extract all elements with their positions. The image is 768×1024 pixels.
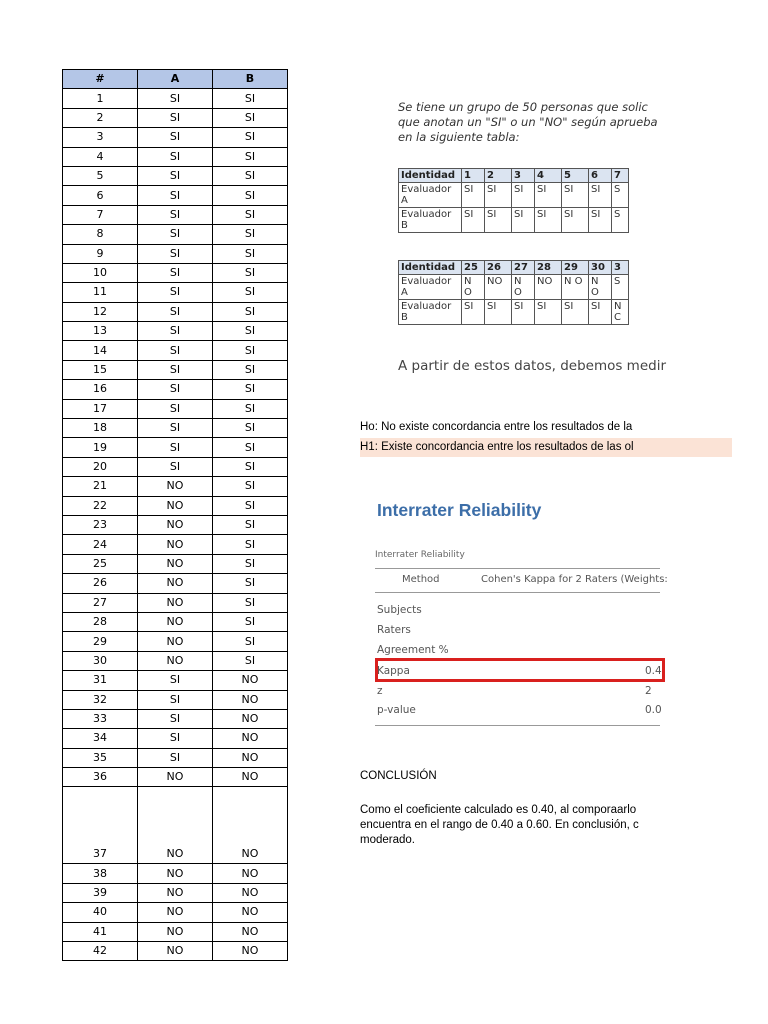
table-row: [63, 574, 288, 593]
table-row: [63, 477, 288, 496]
table-row: [63, 729, 288, 748]
rater-table-cell: N O: [562, 275, 589, 300]
rater-table-cell: N O: [462, 275, 485, 300]
reliability-row-label: Subjects: [377, 604, 422, 616]
problem-line: Se tiene un grupo de 50 personas que solic: [398, 100, 648, 114]
rater-table-cell: SI: [462, 300, 485, 325]
rater-table-cell: Evaluador B: [399, 300, 462, 325]
rater-table-cell: 27: [512, 261, 535, 275]
row-number-cell: 38: [63, 864, 138, 883]
rater-a-cell: NO: [138, 903, 213, 922]
row-number-cell: 3: [63, 128, 138, 147]
row-number-cell: 37: [63, 787, 138, 864]
table-row: [63, 864, 288, 883]
row-number-cell: 15: [63, 360, 138, 379]
row-number-cell: 1: [63, 89, 138, 108]
reliability-row: [375, 603, 660, 617]
rater-a-cell: SI: [138, 360, 213, 379]
rater-b-cell: SI: [213, 283, 288, 302]
table-row: [63, 768, 288, 787]
problem-line: en la siguiente tabla:: [398, 130, 520, 144]
rater-a-cell: SI: [138, 166, 213, 185]
row-number-cell: 42: [63, 942, 138, 961]
rater-table-cell: SI: [485, 300, 512, 325]
rater-table-cell: 2: [485, 169, 512, 183]
rater-table-cell: SI: [462, 183, 485, 208]
rater-b-cell: SI: [213, 108, 288, 127]
kappa-highlight-box: [375, 658, 665, 682]
row-number-cell: 28: [63, 612, 138, 631]
method-value: Cohen's Kappa for 2 Raters (Weights:: [481, 574, 668, 585]
rater-b-cell: SI: [213, 419, 288, 438]
reliability-row-value: 0.4: [645, 665, 662, 677]
rater-b-cell: SI: [213, 438, 288, 457]
rater-a-cell: SI: [138, 457, 213, 476]
rater-a-cell: SI: [138, 225, 213, 244]
rater-a-cell: NO: [138, 768, 213, 787]
rater-table-cell: SI: [589, 183, 612, 208]
rater-b-cell: SI: [213, 186, 288, 205]
table-row: [63, 671, 288, 690]
rater-a-cell: NO: [138, 515, 213, 534]
rater-table-cell: SI: [535, 300, 562, 325]
rater-a-cell: SI: [138, 748, 213, 767]
table-row: [63, 302, 288, 321]
rater-table-cell: NO: [485, 275, 512, 300]
rater-b-cell: NO: [213, 729, 288, 748]
rater-table-cell: SI: [512, 208, 535, 233]
table-row: [63, 244, 288, 263]
row-number-cell: 35: [63, 748, 138, 767]
table-row: [63, 341, 288, 360]
rater-table-cell: 25: [462, 261, 485, 275]
rater-table-row: [399, 275, 629, 300]
table-row: [63, 883, 288, 902]
row-number-cell: 2: [63, 108, 138, 127]
rater-table-cell: 28: [535, 261, 562, 275]
reliability-row-label: Kappa: [377, 665, 410, 677]
rater-a-cell: NO: [138, 922, 213, 941]
row-number-cell: 5: [63, 166, 138, 185]
rater-table-cell: N O: [512, 275, 535, 300]
row-number-cell: 16: [63, 380, 138, 399]
table-row: [63, 419, 288, 438]
rater-table-cell: S: [612, 208, 629, 233]
reliability-row-value: 0.0: [645, 704, 662, 716]
row-number-cell: 12: [63, 302, 138, 321]
conclusion-line: encuentra en el rango de 0.40 a 0.60. En conclusión, c: [360, 819, 639, 831]
table-row: [63, 515, 288, 534]
rater-b-cell: SI: [213, 302, 288, 321]
table-row: [63, 360, 288, 379]
rater-table-cell: Evaluador A: [399, 275, 462, 300]
rater-b-cell: NO: [213, 864, 288, 883]
row-number-cell: 30: [63, 651, 138, 670]
rater-table-cell: SI: [589, 300, 612, 325]
rater-a-cell: NO: [138, 787, 213, 864]
rater-a-cell: SI: [138, 244, 213, 263]
reliability-row-label: z: [377, 685, 383, 697]
row-number-cell: 14: [63, 341, 138, 360]
table-row: [63, 632, 288, 651]
rater-a-cell: SI: [138, 322, 213, 341]
rater-table-cell: SI: [512, 183, 535, 208]
rater-a-cell: NO: [138, 651, 213, 670]
rater-a-cell: NO: [138, 864, 213, 883]
table-header-row: [63, 70, 288, 89]
conclusion-text: [360, 803, 680, 848]
rater-b-cell: NO: [213, 690, 288, 709]
rater-a-cell: SI: [138, 128, 213, 147]
row-number-cell: 6: [63, 186, 138, 205]
row-number-cell: 8: [63, 225, 138, 244]
reliability-row-label: Raters: [377, 624, 411, 636]
rater-table-2: [398, 260, 629, 325]
table-row: [63, 535, 288, 554]
rater-b-cell: SI: [213, 263, 288, 282]
row-number-cell: 36: [63, 768, 138, 787]
rater-b-cell: NO: [213, 768, 288, 787]
table-row: [63, 748, 288, 767]
rater-a-cell: SI: [138, 263, 213, 282]
table-row: [63, 128, 288, 147]
rater-table-cell: Identidad: [399, 169, 462, 183]
rater-table-cell: SI: [562, 300, 589, 325]
problem-footer: A partir de estos datos, debemos medir: [398, 358, 667, 374]
rater-b-cell: SI: [213, 554, 288, 573]
rater-b-cell: SI: [213, 380, 288, 399]
rater-b-cell: SI: [213, 457, 288, 476]
rater-a-cell: SI: [138, 147, 213, 166]
table-row: [63, 787, 288, 864]
table-row: [63, 922, 288, 941]
table-row: [63, 554, 288, 573]
alternative-hypothesis: H1: Existe concordancia entre los resultados de las ol: [360, 438, 732, 457]
rater-a-cell: SI: [138, 729, 213, 748]
rater-b-cell: SI: [213, 612, 288, 631]
row-number-cell: 41: [63, 922, 138, 941]
problem-statement-image: [398, 100, 668, 380]
table-row: [63, 380, 288, 399]
rater-table-cell: S: [612, 275, 629, 300]
row-number-cell: 33: [63, 709, 138, 728]
rater-b-cell: NO: [213, 942, 288, 961]
rater-a-cell: SI: [138, 671, 213, 690]
rater-b-cell: SI: [213, 593, 288, 612]
rater-b-cell: NO: [213, 709, 288, 728]
rater-a-cell: NO: [138, 574, 213, 593]
reliability-row-label: p-value: [377, 704, 416, 716]
rater-table-cell: Evaluador B: [399, 208, 462, 233]
rater-a-cell: NO: [138, 593, 213, 612]
table-row: [63, 651, 288, 670]
rater-a-cell: NO: [138, 632, 213, 651]
row-number-cell: 27: [63, 593, 138, 612]
rater-table-cell: 30: [589, 261, 612, 275]
row-number-cell: 25: [63, 554, 138, 573]
rater-a-cell: SI: [138, 709, 213, 728]
row-number-cell: 22: [63, 496, 138, 515]
table-row: [63, 205, 288, 224]
rater-table-cell: 29: [562, 261, 589, 275]
rater-b-cell: SI: [213, 128, 288, 147]
row-number-cell: 24: [63, 535, 138, 554]
rater-b-cell: SI: [213, 651, 288, 670]
problem-line: que anotan un "SI" o un "NO" según aprueba: [398, 115, 658, 129]
rater-b-cell: SI: [213, 205, 288, 224]
rater-a-cell: SI: [138, 419, 213, 438]
rater-b-cell: SI: [213, 535, 288, 554]
row-number-cell: 4: [63, 147, 138, 166]
rater-a-cell: SI: [138, 438, 213, 457]
table-row: [63, 457, 288, 476]
table-row: [63, 612, 288, 631]
row-number-cell: 34: [63, 729, 138, 748]
reliability-title: Interrater Reliability: [377, 500, 542, 520]
table-row: [63, 942, 288, 961]
reliability-row-label: Agreement %: [377, 644, 449, 656]
rater-b-cell: SI: [213, 225, 288, 244]
rater-a-cell: SI: [138, 283, 213, 302]
rater-table-row: [399, 261, 629, 275]
rater-table-cell: 6: [589, 169, 612, 183]
rater-table-row: [399, 208, 629, 233]
conclusion-line: moderado.: [360, 834, 415, 846]
reliability-row: [375, 684, 660, 698]
row-number-cell: 32: [63, 690, 138, 709]
table-row: [63, 438, 288, 457]
rater-table-cell: 3: [512, 169, 535, 183]
rater-b-cell: NO: [213, 787, 288, 864]
rater-a-cell: SI: [138, 690, 213, 709]
row-number-cell: 39: [63, 883, 138, 902]
rater-b-cell: SI: [213, 244, 288, 263]
rater-b-cell: SI: [213, 147, 288, 166]
rater-a-cell: SI: [138, 186, 213, 205]
rater-table-cell: N C: [612, 300, 629, 325]
rater-table-cell: SI: [462, 208, 485, 233]
table-row: [63, 108, 288, 127]
rater-b-cell: NO: [213, 671, 288, 690]
rater-a-cell: SI: [138, 380, 213, 399]
rater-table-cell: SI: [485, 208, 512, 233]
row-number-cell: 29: [63, 632, 138, 651]
reliability-row-value: 2: [645, 685, 652, 697]
rater-table-cell: 1: [462, 169, 485, 183]
rater-a-cell: SI: [138, 302, 213, 321]
rater-table-cell: 7: [612, 169, 629, 183]
table-row: [63, 399, 288, 418]
data-table: [62, 69, 288, 961]
rater-table-1: [398, 168, 629, 233]
rater-table-row: [399, 183, 629, 208]
rater-table-cell: Evaluador A: [399, 183, 462, 208]
row-number-cell: 19: [63, 438, 138, 457]
reliability-output: [375, 550, 668, 730]
divider: [375, 592, 660, 593]
table-row: [63, 263, 288, 282]
rater-b-cell: SI: [213, 477, 288, 496]
row-number-cell: 20: [63, 457, 138, 476]
rater-b-cell: NO: [213, 903, 288, 922]
method-label: Method: [402, 574, 440, 585]
conclusion-line: Como el coeficiente calculado es 0.40, al comporaarlo: [360, 804, 637, 816]
rater-a-cell: NO: [138, 612, 213, 631]
rater-table-cell: Identidad: [399, 261, 462, 275]
rater-b-cell: SI: [213, 166, 288, 185]
rater-table-cell: 4: [535, 169, 562, 183]
table-row: [63, 690, 288, 709]
row-number-cell: 31: [63, 671, 138, 690]
table-row: [63, 322, 288, 341]
rater-table-cell: SI: [562, 208, 589, 233]
reliability-caption: Interrater Reliability: [375, 550, 465, 560]
conclusion-title: CONCLUSIÓN: [360, 770, 437, 782]
null-hypothesis: Ho: No existe concordancia entre los resultados de la: [360, 421, 633, 433]
row-number-cell: 7: [63, 205, 138, 224]
rater-b-cell: SI: [213, 496, 288, 515]
rater-table-cell: SI: [562, 183, 589, 208]
rater-b-cell: NO: [213, 922, 288, 941]
table-row: [63, 709, 288, 728]
rater-a-cell: NO: [138, 942, 213, 961]
rater-table-cell: SI: [485, 183, 512, 208]
rater-table-cell: SI: [589, 208, 612, 233]
rater-a-cell: NO: [138, 883, 213, 902]
header-b: B: [213, 70, 288, 89]
table-row: [63, 593, 288, 612]
rater-table-cell: N O: [589, 275, 612, 300]
rater-a-cell: NO: [138, 535, 213, 554]
rater-b-cell: SI: [213, 322, 288, 341]
problem-text: [398, 100, 658, 145]
rater-b-cell: SI: [213, 515, 288, 534]
row-number-cell: 10: [63, 263, 138, 282]
row-number-cell: 17: [63, 399, 138, 418]
rater-b-cell: SI: [213, 89, 288, 108]
table-row: [63, 283, 288, 302]
rater-b-cell: SI: [213, 632, 288, 651]
header-a: A: [138, 70, 213, 89]
rater-a-cell: SI: [138, 108, 213, 127]
rater-table-cell: 26: [485, 261, 512, 275]
row-number-cell: 40: [63, 903, 138, 922]
table-row: [63, 496, 288, 515]
rater-b-cell: NO: [213, 883, 288, 902]
rater-table-row: [399, 169, 629, 183]
reliability-row: [375, 643, 660, 657]
row-number-cell: 13: [63, 322, 138, 341]
row-number-cell: 18: [63, 419, 138, 438]
row-number-cell: 9: [63, 244, 138, 263]
divider: [375, 725, 660, 726]
rater-table-cell: S: [612, 183, 629, 208]
rater-table-cell: SI: [512, 300, 535, 325]
header-number: #: [63, 70, 138, 89]
row-number-cell: 11: [63, 283, 138, 302]
reliability-row: [375, 623, 660, 637]
rater-b-cell: SI: [213, 574, 288, 593]
divider: [375, 568, 660, 569]
rater-a-cell: NO: [138, 477, 213, 496]
rater-a-cell: NO: [138, 554, 213, 573]
rater-table-cell: SI: [535, 208, 562, 233]
rater-table-cell: SI: [535, 183, 562, 208]
table-row: [63, 147, 288, 166]
rater-a-cell: SI: [138, 205, 213, 224]
rater-b-cell: SI: [213, 341, 288, 360]
rater-table-row: [399, 300, 629, 325]
row-number-cell: 26: [63, 574, 138, 593]
rater-a-cell: SI: [138, 89, 213, 108]
table-row: [63, 186, 288, 205]
rater-a-cell: SI: [138, 399, 213, 418]
rater-table-cell: NO: [535, 275, 562, 300]
rater-table-cell: 3: [612, 261, 629, 275]
rater-b-cell: SI: [213, 399, 288, 418]
reliability-row: [375, 703, 660, 717]
rater-b-cell: SI: [213, 360, 288, 379]
table-row: [63, 903, 288, 922]
row-number-cell: 21: [63, 477, 138, 496]
table-row: [63, 89, 288, 108]
rater-table-cell: 5: [562, 169, 589, 183]
row-number-cell: 23: [63, 515, 138, 534]
rater-b-cell: NO: [213, 748, 288, 767]
table-row: [63, 225, 288, 244]
table-row: [63, 166, 288, 185]
rater-a-cell: SI: [138, 341, 213, 360]
rater-a-cell: NO: [138, 496, 213, 515]
